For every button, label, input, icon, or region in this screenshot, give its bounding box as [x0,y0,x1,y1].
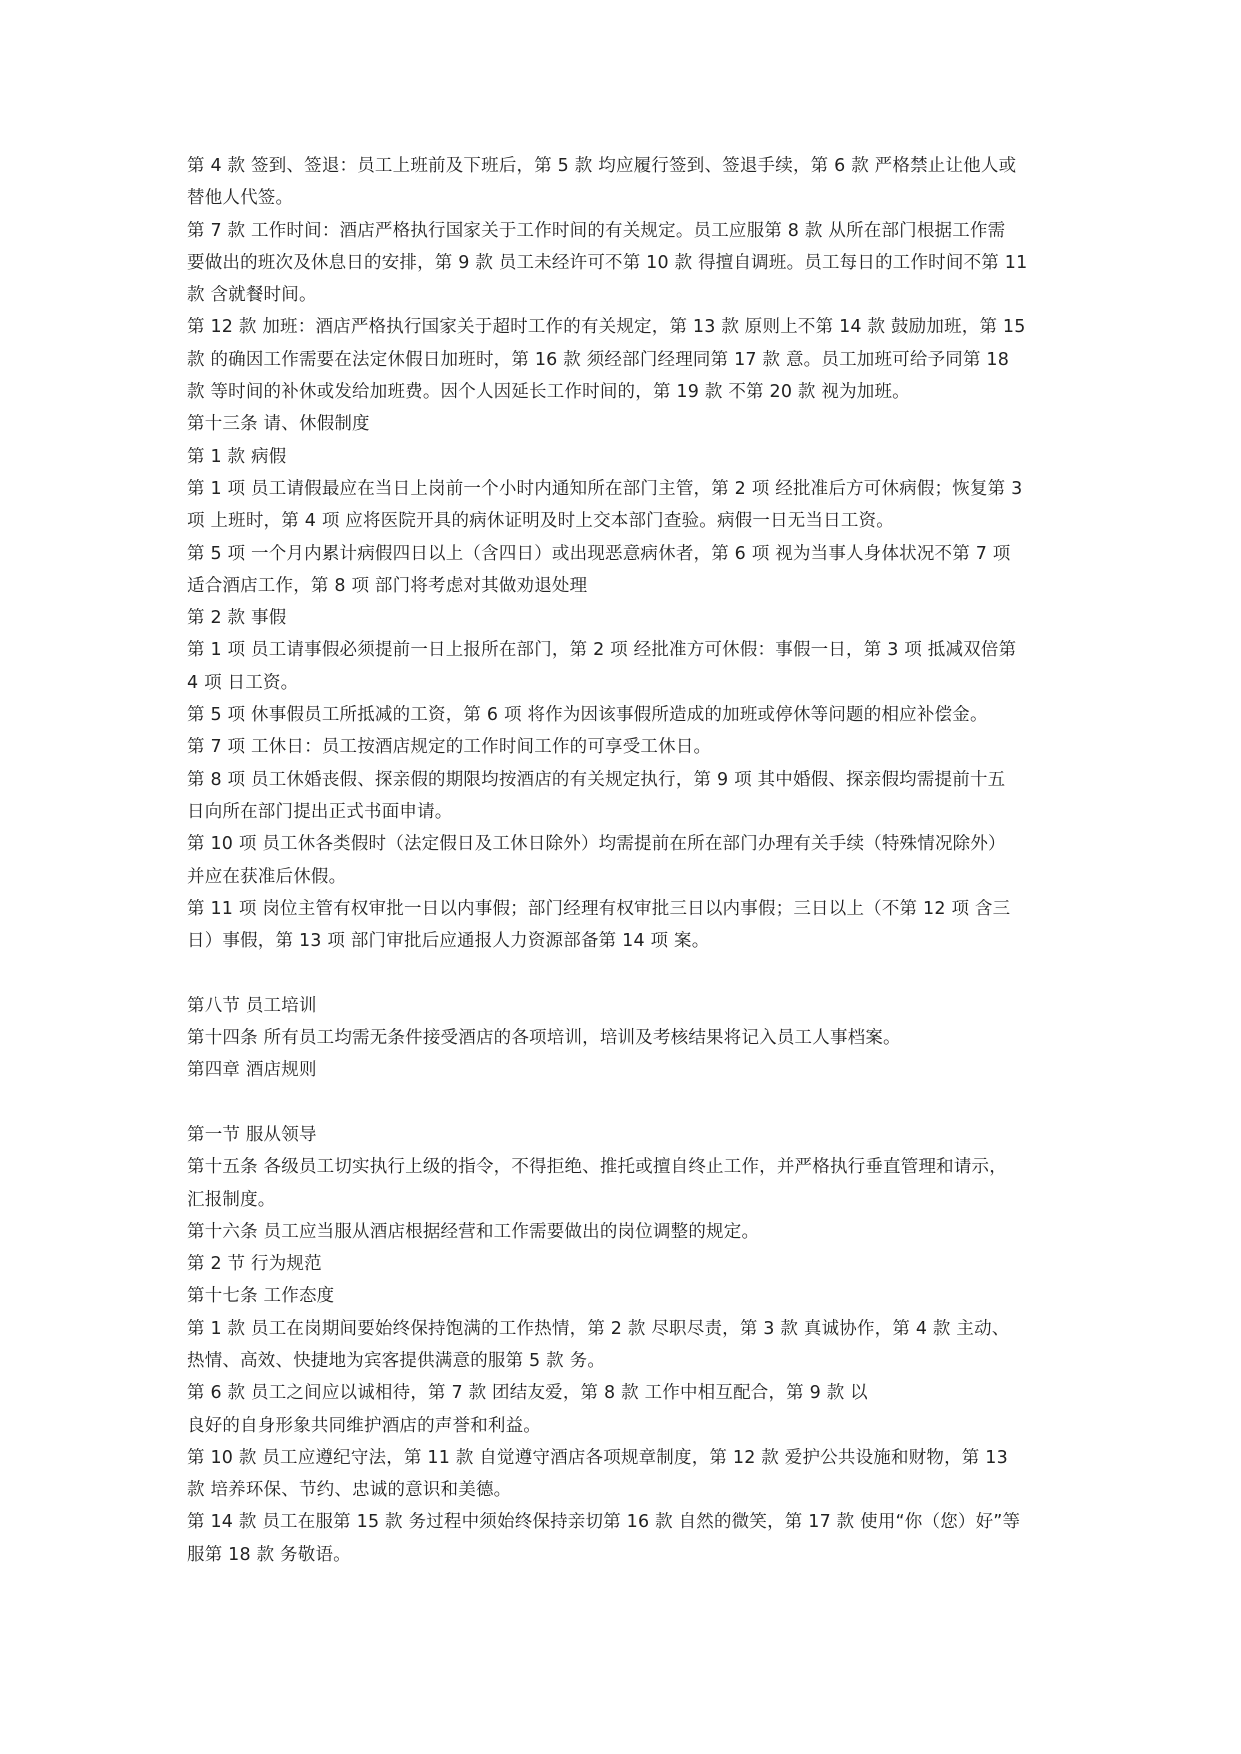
text-line: 第 2 款 事假 [187,608,287,629]
text-line: 要做出的班次及休息日的安排，第 9 款 员工未经许可不第 10 款 得擅自调班。员工每日的工作时间不第 11 [187,252,1028,273]
text-line: 第八节 员工培训 [187,995,317,1016]
text-line: 第 1 项 员工请假最应在当日上岗前一个小时内通知所在部门主管，第 2 项 经批准后方可休病假；恢复第 3 [187,478,1023,499]
document-body [187,150,1067,1571]
text-line: 第 7 项 工休日：员工按酒店规定的工作时间工作的可享受工休日。 [187,737,712,758]
text-line: 替他人代签。 [187,188,294,209]
text-line: 第十三条 请、休假制度 [187,414,370,435]
text-line: 第 12 款 加班：酒店严格执行国家关于超时工作的有关规定，第 13 款 原则上不第 14 款 鼓励加班，第 15 [187,317,1026,338]
text-line: 款 的确因工作需要在法定休假日加班时，第 16 款 须经部门经理同第 17 款 意。员工加班可给予同第 18 [187,349,1010,370]
text-line: 第 8 项 员工休婚丧假、探亲假的期限均按酒店的有关规定执行，第 9 项 其中婚假、探亲假均需提前十五 [187,769,1006,790]
text-line: 第 11 项 岗位主管有权审批一日以内事假；部门经理有权审批三日以内事假；三日以上（不第 12 项 含三 [187,898,1011,919]
text-line: 第十七条 工作态度 [187,1286,335,1307]
text-line: 第四章 酒店规则 [187,1060,317,1081]
text-line: 第 1 款 员工在岗期间要始终保持饱满的工作热情，第 2 款 尽职尽责，第 3 款 真诚协作，第 4 款 主动、 [187,1318,1010,1339]
text-line: 第 1 项 员工请事假必须提前一日上报所在部门，第 2 项 经批准方可休假：事假一日，第 3 项 抵减双倍第 [187,640,1017,661]
text-line: 4 项 日工资。 [187,672,299,693]
text-line: 第十六条 员工应当服从酒店根据经营和工作需要做出的岗位调整的规定。 [187,1221,760,1242]
text-line: 款 培养环保、节约、忠诚的意识和美德。 [187,1480,512,1501]
text-line: 第 4 款 签到、签退：员工上班前及下班后，第 5 款 均应履行签到、签退手续，第 6 款 严格禁止让他人或 [187,156,1017,176]
text-line: 第十四条 所有员工均需无条件接受酒店的各项培训，培训及考核结果将记入员工人事档案。 [187,1028,901,1049]
text-line: 服第 18 款 务敬语。 [187,1544,351,1565]
text-line: 适合酒店工作，第 8 项 部门将考虑对其做劝退处理 [187,575,588,596]
text-line: 第 5 项 休事假员工所抵减的工资，第 6 项 将作为因该事假所造成的加班或停休等问题的相应补偿金。 [187,705,988,726]
text-line: 第 14 款 员工在服第 15 款 务过程中须始终保持亲切第 16 款 自然的微笑，第 17 款 使用“你（您）好”等 [187,1512,1021,1533]
text-line: 第 7 款 工作时间：酒店严格执行国家关于工作时间的有关规定。员工应服第 8 款 从所在部门根据工作需 [187,220,1006,241]
text-line: 第 10 款 员工应遵纪守法，第 11 款 自觉遵守酒店各项规章制度，第 12 款 爱护公共设施和财物，第 13 [187,1447,1008,1468]
text-line: 热情、高效、快捷地为宾客提供满意的服第 5 款 务。 [187,1350,606,1371]
text-line: 第 2 节 行为规范 [187,1254,322,1275]
text-line: 第一节 服从领导 [187,1124,317,1145]
text-line: 日向所在部门提出正式书面申请。 [187,801,453,822]
text-line: 良好的自身形象共同维护酒店的声誉和利益。 [187,1415,541,1436]
text-line: 汇报制度。 [187,1189,276,1210]
blank-line [187,957,1067,989]
text-line: 第 6 款 员工之间应以诚相待，第 7 款 团结友爱，第 8 款 工作中相互配合，第 9 款 以 [187,1383,868,1404]
text-line: 第 1 款 病假 [187,446,287,467]
text-line: 并应在获准后休假。 [187,866,347,887]
text-line: 第 10 项 员工休各类假时（法定假日及工休日除外）均需提前在所在部门办理有关手续（特殊情况除外） [187,834,1006,855]
text-line: 第 5 项 一个月内累计病假四日以上（含四日）或出现恶意病休者，第 6 项 视为当事人身体状况不第 7 项 [187,543,1011,564]
text-line: 日）事假，第 13 项 部门审批后应通报人力资源部备第 14 项 案。 [187,931,710,952]
text-line: 第十五条 各级员工切实执行上级的指令，不得拒绝、推托或擅自终止工作，并严格执行垂直管理和请示， [187,1157,1007,1178]
blank-line [187,1087,1067,1119]
text-line: 项 上班时，第 4 项 应将医院开具的病休证明及时上交本部门查验。病假一日无当日工资。 [187,511,894,532]
text-line: 款 含就餐时间。 [187,285,317,306]
text-line: 款 等时间的补休或发给加班费。因个人因延长工作时间的，第 19 款 不第 20 款 视为加班。 [187,382,910,403]
